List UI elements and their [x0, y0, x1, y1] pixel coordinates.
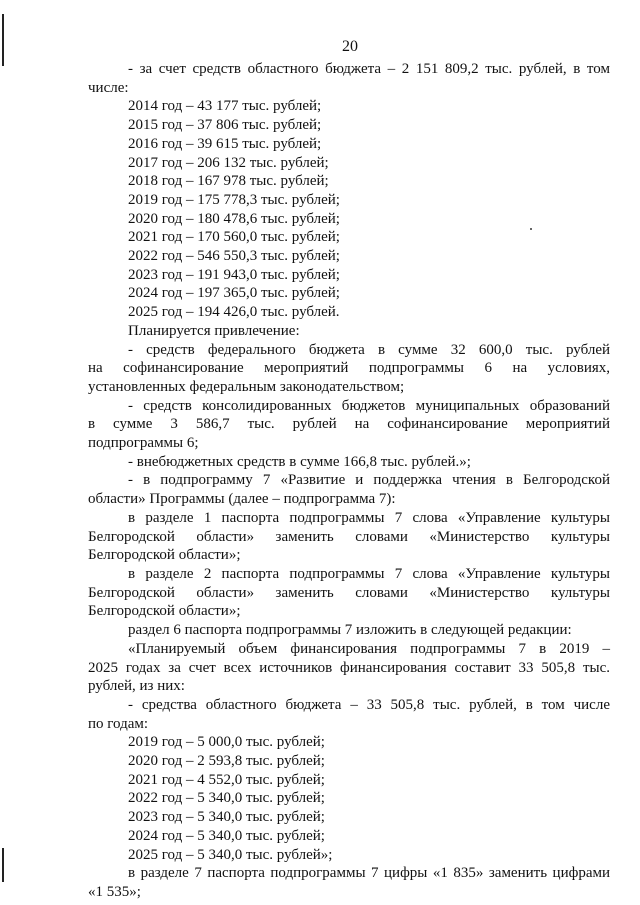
subprogram7-line2: области» Программы (далее – подпрограмма 7):	[88, 491, 396, 508]
section7-line2: «1 535»;	[88, 883, 141, 900]
consolidated-budget-line1: - средств консолидированных бюджетов муниципальных образований	[128, 397, 610, 414]
extra-budgetary-funds: - внебюджетных средств в сумме 166,8 тыс. рублей.»;	[128, 453, 471, 470]
section6-statement: раздел 6 паспорта подпрограммы 7 изложить в следующей редакции:	[128, 622, 572, 639]
list-item: 2025 год – 5 340,0 тыс. рублей»;	[128, 846, 333, 863]
section1-line1: в разделе 1 паспорта подпрограммы 7 слова «Управление культуры	[128, 509, 610, 526]
regional-budget-intro-line2: числе:	[88, 79, 129, 96]
planned-financing-line1: «Планируемый объем финансирования подпрограммы 7 в 2019 –	[128, 640, 610, 657]
document-body	[88, 60, 610, 902]
list-item: 2017 год – 206 132 тыс. рублей;	[128, 154, 329, 171]
planned-financing-line2: 2025 годах за счет всех источников финансирования составит 33 505,8 тыс.	[88, 659, 610, 676]
section1-line3: Белгородской области»;	[88, 547, 241, 564]
list-item: 2025 год – 194 426,0 тыс. рублей.	[128, 304, 340, 321]
federal-budget-line1: - средств федерального бюджета в сумме 32 600,0 тыс. рублей	[128, 341, 610, 358]
list-item: 2018 год – 167 978 тыс. рублей;	[128, 173, 329, 190]
list-item: 2020 год – 180 478,6 тыс. рублей;	[128, 210, 340, 227]
list-item: 2019 год – 175 778,3 тыс. рублей;	[128, 191, 340, 208]
list-item: 2020 год – 2 593,8 тыс. рублей;	[128, 753, 325, 770]
list-item: 2023 год – 191 943,0 тыс. рублей;	[128, 266, 340, 283]
list-item: 2014 год – 43 177 тыс. рублей;	[128, 98, 322, 115]
list-item: 2024 год – 5 340,0 тыс. рублей;	[128, 827, 325, 844]
planned-financing-line3: рублей, из них:	[88, 678, 185, 695]
consolidated-budget-line2: в сумме 3 586,7 тыс. рублей на софинансирование мероприятий	[88, 416, 610, 433]
list-item: 2022 год – 5 340,0 тыс. рублей;	[128, 790, 325, 807]
page-number: 20	[342, 38, 358, 55]
federal-budget-line3: установленных федеральным законодательством;	[88, 378, 405, 395]
section7-line1: в разделе 7 паспорта подпрограммы 7 цифры «1 835» заменить цифрами	[128, 865, 610, 882]
list-item: 2021 год – 4 552,0 тыс. рублей;	[128, 771, 325, 788]
section2-line1: в разделе 2 паспорта подпрограммы 7 слова «Управление культуры	[128, 565, 610, 582]
subprogram7-years-list	[88, 733, 610, 864]
planned-attraction-heading: Планируется привлечение:	[128, 322, 300, 339]
section2-line2: Белгородской области» заменить словами «Министерство культуры	[88, 584, 610, 601]
list-item: 2022 год – 546 550,3 тыс. рублей;	[128, 248, 340, 265]
consolidated-budget-line3: подпрограммы 6;	[88, 435, 199, 452]
section2-line3: Белгородской области»;	[88, 603, 241, 620]
regional-budget-intro-line1: - за счет средств областного бюджета – 2 151 809,2 тыс. рублей, в том	[128, 61, 610, 77]
section1-line2: Белгородской области» заменить словами «Министерство культуры	[88, 528, 610, 545]
subprogram7-line1: - в подпрограмму 7 «Развитие и поддержка чтения в Белгородской	[128, 472, 610, 489]
list-item: 2024 год – 197 365,0 тыс. рублей;	[128, 285, 340, 302]
list-item: 2023 год – 5 340,0 тыс. рублей;	[128, 809, 325, 826]
federal-budget-line2: на софинансирование мероприятий подпрограммы 6 на условиях,	[88, 360, 610, 377]
scan-border-bottom	[2, 848, 4, 882]
list-item: 2015 год – 37 806 тыс. рублей;	[128, 117, 322, 134]
regional-budget-years-list	[88, 97, 610, 321]
list-item: 2016 год – 39 615 тыс. рублей;	[128, 135, 322, 152]
regional-funds-line1: - средства областного бюджета – 33 505,8 тыс. рублей, в том числе	[128, 696, 610, 713]
list-item: 2019 год – 5 000,0 тыс. рублей;	[128, 734, 325, 751]
list-item: 2021 год – 170 560,0 тыс. рублей;	[128, 229, 340, 246]
regional-funds-line2: по годам:	[88, 715, 149, 732]
